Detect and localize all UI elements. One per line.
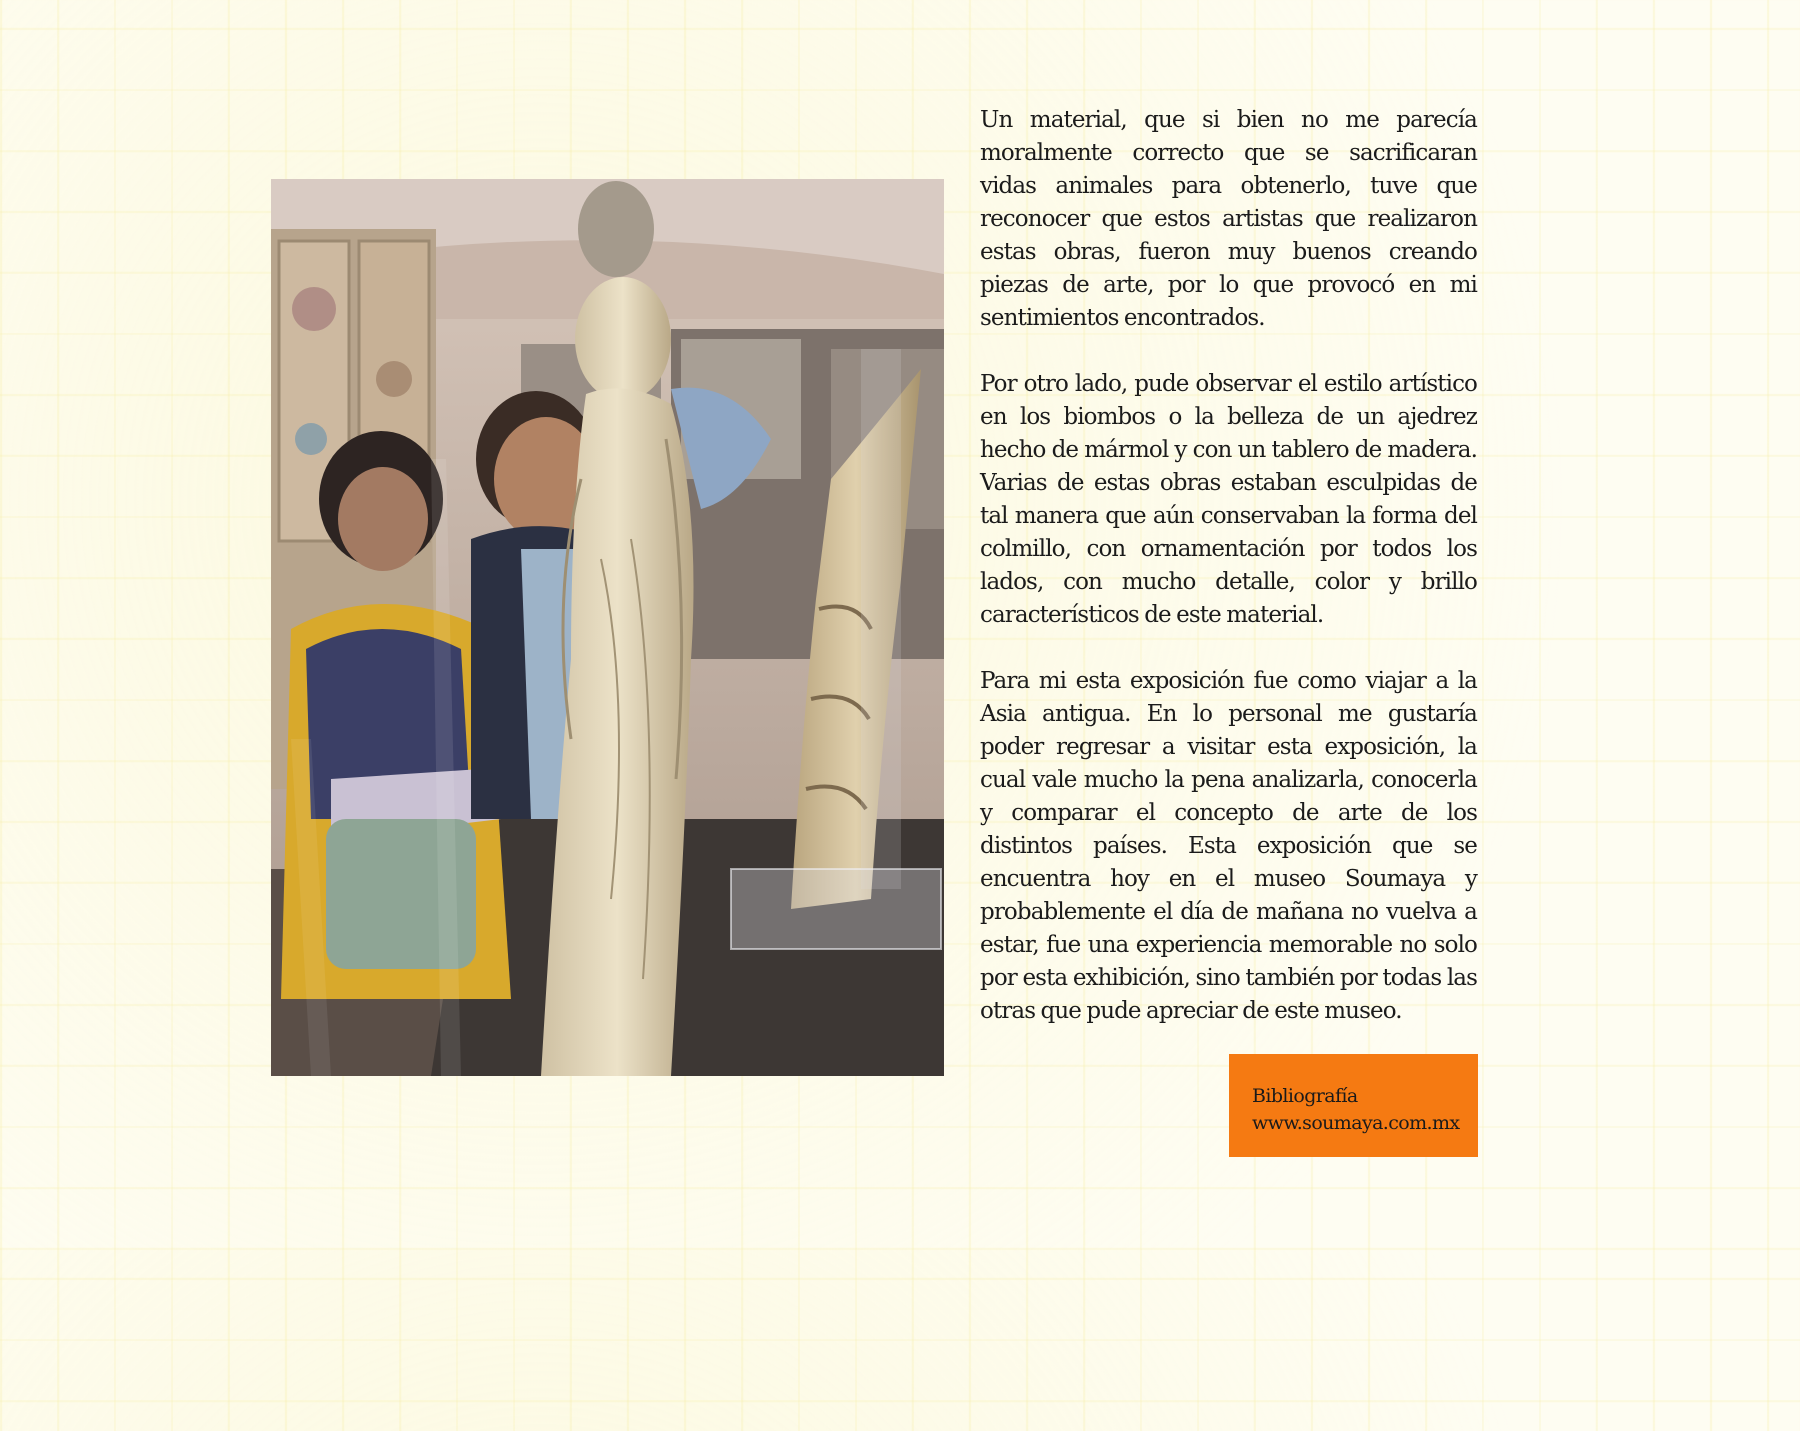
paragraph-artistic-style: Por otro lado, pude observar el estilo artístico en los biombos o la belleza de un ajedrez hecho de mármol y con un tablero de madera. Varias de estas obras estaban esculpidas de tal manera que aún conservaban la forma del colmillo, con ornamentación por todos los lados, con mucho detalle, color y brillo característicos de este material. [980,371,1477,628]
museum-photo-illustration [271,179,944,1076]
article-text-column [980,104,1477,1028]
paragraph-conclusion: Para mi esta exposición fue como viajar a la Asia antigua. En lo personal me gustaría poder regresar a visitar esta exposición, la cual vale mucho la pena analizarla, conocerla y comparar el concepto de arte de los distintos países. Esta exposición que se encuentra hoy en el museo Soumaya y probablemente el día de mañana no vuelva a estar, fue una experiencia memorable no solo por esta exhibición, sino también por todas las otras que pude apreciar de este museo. [980,668,1477,1024]
bibliography-box [1229,1054,1478,1157]
paragraph-material: Un material, que si bien no me parecía moralmente correcto que se sacrificaran vidas animales para obtenerlo, tuve que reconocer que estos artistas que realizaron estas obras, fueron muy buenos creando piezas de arte, por lo que provocó en mi sentimientos encontrados. [980,107,1477,331]
museum-photo [271,179,944,1076]
bibliography-heading: Bibliografía [1252,1085,1358,1107]
bibliography-url[interactable]: www.soumaya.com.mx [1252,1112,1460,1134]
